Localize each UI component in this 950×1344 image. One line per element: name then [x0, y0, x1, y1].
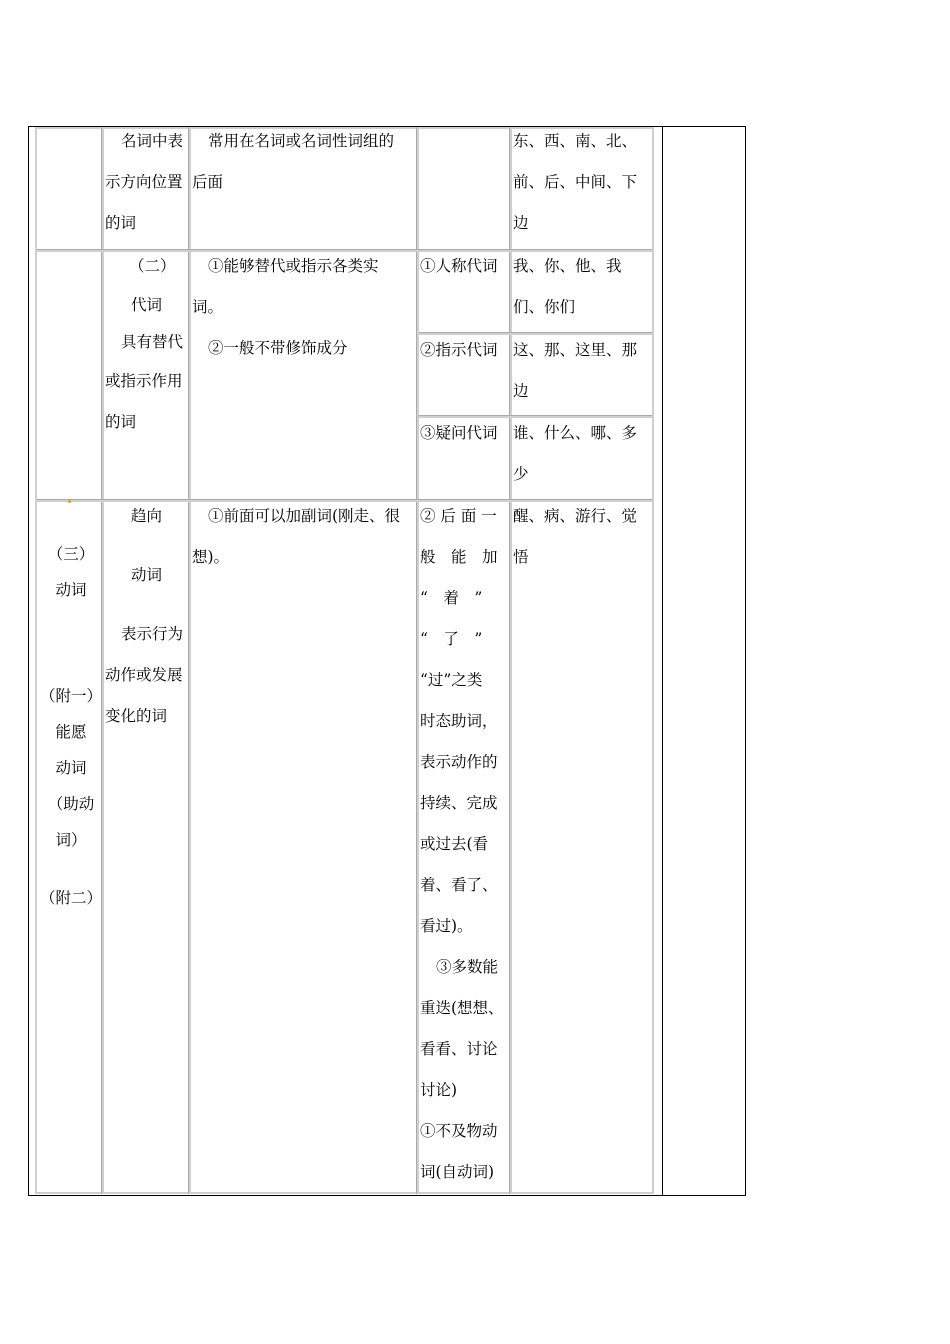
row1-col2-line-1: 名词中表	[121, 132, 184, 150]
row3-col4-line-8: 持续、完成	[420, 794, 498, 812]
row3-col1-line-3: （附一）	[40, 687, 102, 705]
row1-examples-cell	[513, 121, 653, 244]
row3-col2-line-3: 表示行为	[121, 625, 184, 643]
row3-subcategory-cell	[105, 496, 189, 737]
right-column-divider	[662, 126, 663, 1196]
row2-examples-3	[513, 413, 653, 495]
row3-col2-line-2: 动词	[131, 566, 163, 584]
row1-category-cell	[105, 121, 189, 244]
row3-col5-line-1: 醒、病、游行、觉	[513, 507, 638, 525]
row1-col5-line-3: 边	[513, 214, 529, 232]
row2-subtype-3: ③疑问代词	[420, 424, 498, 442]
row3-col4-line-9: 或过去(看	[420, 835, 489, 853]
row2-col2-line-3: 具有替代	[121, 333, 184, 351]
row3-examples-cell	[513, 496, 653, 578]
row1-col3-line-1: 常用在名词或名词性词组的	[208, 132, 395, 150]
row3-col3-line-1: ①前面可以加副词(刚走、很	[208, 507, 401, 525]
row3-col1-line-2: 动词	[55, 581, 87, 599]
row3-feature-cell	[192, 496, 418, 578]
row3-col1-line-6: （助动	[47, 795, 95, 813]
row3-col4-line-10: 着、看了、	[420, 876, 498, 894]
row1-feature-cell	[192, 121, 418, 203]
row3-col4-line-3: “ 着 ”	[420, 589, 483, 607]
row2-sub1-example-line-1: 我、你、他、我	[513, 257, 622, 275]
row3-col1-line-4: 能愿	[55, 723, 87, 741]
row2-examples-2	[513, 330, 653, 412]
row3-col4-line-13: 重迭(想想、	[420, 999, 504, 1017]
row3-col1-line-5: 动词	[55, 759, 87, 777]
row3-col5-line-2: 悟	[513, 548, 529, 566]
row3-col1-line-7: 词）	[55, 831, 87, 849]
row3-col4-line-4: “ 了 ”	[420, 630, 483, 648]
row3-col4-line-5: “过”之类	[420, 671, 483, 689]
row2-col2-line-2: 代词	[131, 296, 163, 314]
row3-col4-line-16: ①不及物动	[420, 1122, 498, 1140]
row3-col2-line-4: 动作或发展	[105, 666, 183, 684]
row2-sub1-example-line-2: 们、你们	[513, 298, 576, 316]
row3-col4-line-17: 词(自动词)	[420, 1163, 495, 1181]
row3-col4-line-1: ② 后 面 一	[420, 507, 497, 525]
row3-category-cell	[40, 536, 102, 916]
row2-category-cell	[105, 246, 189, 443]
row3-col2-line-5: 变化的词	[105, 707, 168, 725]
row2-examples-1	[513, 246, 653, 328]
row3-col4-line-6: 时态助词，	[420, 712, 498, 730]
row3-col4-line-15: 讨论)	[420, 1081, 458, 1099]
row2-subtype-2: ②指示代词	[420, 341, 498, 359]
marker-dot	[68, 500, 71, 503]
row2-feature-cell	[192, 246, 418, 374]
row2-sub3-example-line-2: 少	[513, 465, 529, 483]
row3-col1-line-8: （附二）	[40, 889, 102, 907]
row3-col2-line-1: 趋向	[131, 507, 163, 525]
row1-col2-line-2: 示方向位置	[105, 173, 183, 191]
row3-col4-line-12: ③多数能	[436, 958, 499, 976]
row1-col5-line-2: 前、后、中间、下	[513, 173, 638, 191]
row3-col4-line-14: 看看、讨论	[420, 1040, 498, 1058]
row2-subtype-1: ①人称代词	[420, 257, 498, 275]
row3-col4-line-2: 般 能 加	[420, 548, 498, 566]
row3-col1-line-1: （三）	[47, 545, 95, 563]
row1-col2-line-3: 的词	[105, 214, 137, 232]
row2-col2-line-5: 的词	[105, 413, 137, 431]
row1-col5-line-1: 东、西、南、北、	[513, 132, 638, 150]
row1-col3-line-2: 后面	[192, 173, 224, 191]
row3-grammar-cell	[420, 496, 512, 1193]
row2-sub3-example-line-1: 谁、什么、哪、多	[513, 424, 638, 442]
row3-col4-line-11: 看过)。	[420, 917, 473, 935]
row2-sub2-example-line-2: 边	[513, 382, 529, 400]
row2-col3-line-1: ①能够替代或指示各类实	[208, 257, 379, 275]
row2-col3-line-2: 词。	[192, 298, 224, 316]
row2-col3-line-3: ②一般不带修饰成分	[208, 339, 348, 357]
row3-col3-line-2: 想)。	[192, 548, 230, 566]
row3-col4-line-7: 表示动作的	[420, 753, 498, 771]
row2-sub2-example-line-1: 这、那、这里、那	[513, 341, 638, 359]
row2-col2-line-1: （二）	[129, 257, 176, 275]
row2-col2-line-4: 或指示作用	[105, 372, 183, 390]
